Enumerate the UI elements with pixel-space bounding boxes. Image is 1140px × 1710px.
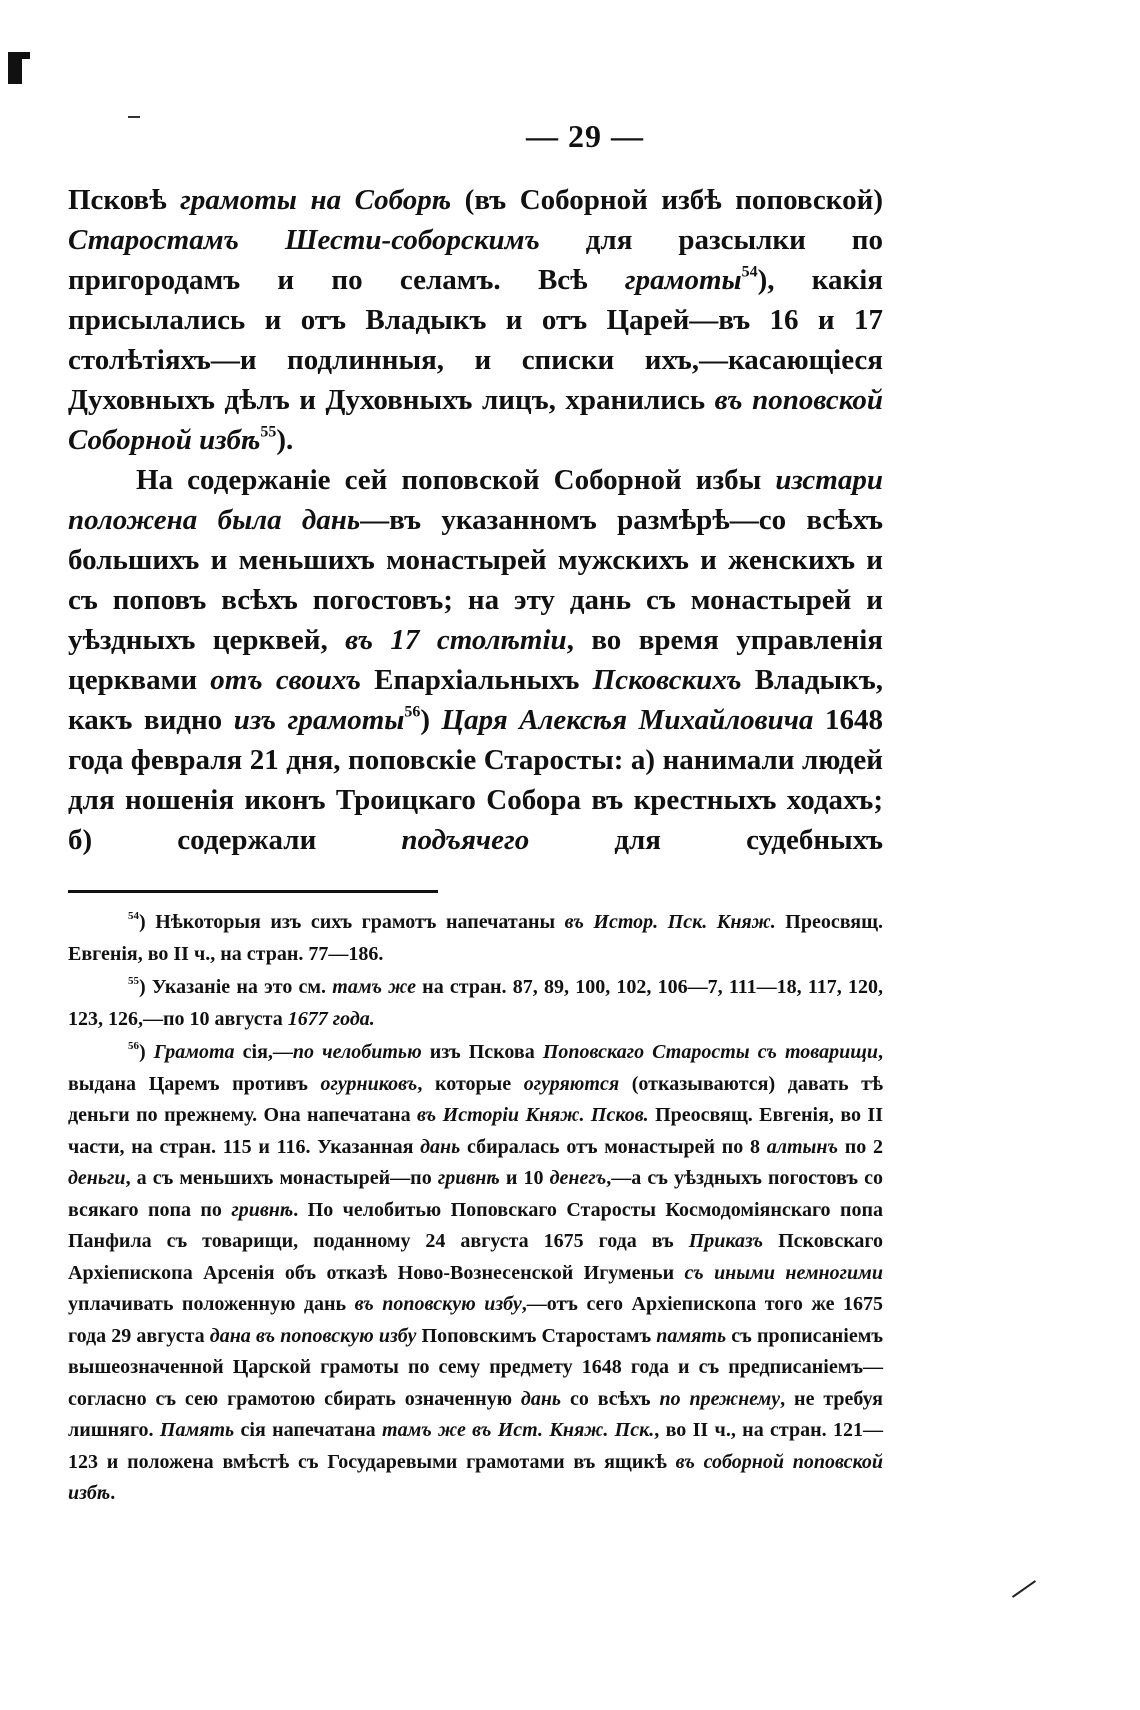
text-run: , не требуя лишняго. <box>68 1387 883 1441</box>
text-run: ). <box>276 424 294 456</box>
text-run: Псковскаго Архіепископа Арсенія объ отказѣ Ново-Вознесенской Игуменьи <box>68 1230 884 1284</box>
italic-text: Приказъ <box>688 1230 764 1252</box>
page-number: — 29 — <box>526 118 644 154</box>
italic-text: огуряются <box>523 1072 620 1095</box>
italic-text: изстари положена была дань <box>68 464 883 536</box>
text-run: для разсылки по пригородамъ и по селамъ. Всѣ <box>68 224 884 296</box>
paragraph <box>68 460 883 860</box>
text-run: . <box>110 1482 116 1504</box>
text-run: , во II ч., на стран. 121—123 и положена вмѣстѣ съ Государевыми грамотами въ ящикѣ <box>68 1419 884 1473</box>
italic-text: подъячего <box>401 824 530 856</box>
text-run: со всѣхъ <box>561 1387 660 1410</box>
italic-text: въ поповской Соборной избѣ <box>68 384 883 456</box>
italic-text: въ соборной поповской избѣ <box>68 1450 884 1504</box>
italic-text: дань <box>420 1135 461 1158</box>
italic-text: гривнѣ <box>231 1198 294 1221</box>
italic-text: память <box>656 1324 727 1347</box>
italic-text: Грамота <box>153 1041 235 1063</box>
italic-text: по челобитью <box>292 1041 422 1063</box>
italic-text: въ 17 столѣтіи <box>345 624 567 656</box>
italic-text: въ Истор. Пск. Княж. <box>564 911 776 933</box>
italic-text: Память <box>159 1419 235 1441</box>
text-run: (отказываются) давать тѣ деньги по прежнему. Она напечатана <box>68 1072 884 1126</box>
italic-text: изъ грамоты <box>233 704 405 736</box>
italic-text: Поповскаго Старосты съ товарищи <box>542 1041 878 1063</box>
paragraph <box>68 180 883 460</box>
italic-text: Старостамъ Шести-соборскимъ <box>68 224 540 256</box>
text-run: ) Нѣкоторыя изъ сихъ грамотъ напечатаны <box>139 911 565 933</box>
text-run: ) <box>420 704 442 736</box>
margin-tick-mark <box>1012 1580 1036 1598</box>
italic-text: по прежнему <box>659 1387 781 1410</box>
footnote-ref: 56 <box>404 703 421 721</box>
italic-text: деньги <box>68 1167 126 1189</box>
italic-text: огурниковъ <box>320 1072 418 1095</box>
italic-text: дань <box>520 1387 562 1410</box>
text-run: для судебныхъ <box>529 824 883 856</box>
footnotes <box>68 907 883 1510</box>
italic-text: денегъ <box>549 1167 607 1189</box>
text-run: Владыкъ, какъ видно <box>68 664 884 736</box>
footnote-ref: 54 <box>128 910 139 923</box>
text-run: ), какія присылались и отъ Владыкъ и отъ Царей—въ 16 и 17 столѣтіяхъ—и подлинныя, и списки ихъ,—касающіеся Духовныхъ дѣлъ и Духовныхъ лицъ, хранились <box>68 264 883 416</box>
footnote-ref: 56 <box>128 1040 139 1053</box>
text-run: Псковѣ <box>68 184 181 216</box>
italic-text: Царя Алексѣя Михайловича <box>441 704 814 736</box>
italic-text: Псковскихъ <box>592 664 742 696</box>
text-run: , во время управленія церквами <box>68 624 883 696</box>
text-run: по 2 <box>838 1135 883 1158</box>
italic-text: отъ своихъ <box>210 664 361 696</box>
text-run: Поповскимъ Старостамъ <box>416 1324 657 1347</box>
text-run: ) <box>139 1041 154 1063</box>
text-run: На содержаніе сей поповской Соборной избы <box>136 464 776 496</box>
text-run: изъ Пскова <box>421 1041 543 1063</box>
italic-text: гривнѣ <box>437 1167 500 1189</box>
italic-text: въ Исторіи Княж. Псков. <box>417 1104 649 1126</box>
italic-text: тамъ же въ Ист. Княж. Пск. <box>382 1419 655 1441</box>
italic-text: 1677 года. <box>287 1007 375 1030</box>
text-run: ,—отъ сего Архіепископа того же 1675 года 29 августа <box>68 1293 883 1347</box>
text-run: Преосвящ. Евгенія, во II части, на стран. 115 и 116. Указанная <box>68 1104 883 1158</box>
text-run: на стран. 87, 89, 100, 102, 106—7, 111—18, 117, 120, 123, 126,—по 10 августа <box>68 976 884 1030</box>
text-run: съ прописаніемъ вышеозначенной Царской грамоты по сему предмету 1648 года и съ предписаніемъ—согласно съ сею грамотою сбирать означенную <box>68 1324 883 1410</box>
footnote <box>68 972 883 1035</box>
text-run: Епархіальныхъ <box>360 664 593 696</box>
italic-text: тамъ же <box>332 976 416 998</box>
corner-scan-mark <box>8 52 22 84</box>
footnote-ref: 55 <box>260 423 277 441</box>
text-run: уплачивать положенную дань <box>68 1293 355 1315</box>
text-run: , выдана Царемъ противъ <box>68 1041 883 1095</box>
main-text <box>68 180 883 860</box>
italic-text: грамоты <box>624 264 742 296</box>
italic-text: дана въ поповскую избу <box>209 1324 417 1347</box>
italic-text: съ иными немногими <box>684 1261 883 1284</box>
italic-text: въ поповскую избу <box>354 1293 522 1315</box>
page-content <box>68 180 883 1510</box>
text-run: ,—а съ уѣздныхъ погостовъ со всякаго попа по <box>68 1167 883 1221</box>
text-run: сбиралась отъ монастырей по 8 <box>460 1135 767 1158</box>
italic-text: грамоты на Соборѣ <box>180 184 452 216</box>
text-run: ) Указаніе на это см. <box>139 976 333 998</box>
footnote <box>68 907 883 970</box>
text-run: , а съ меньшихъ монастырей—по <box>125 1167 438 1189</box>
text-run: Преосвящ. Евгенія, во II ч., на стран. 77—186. <box>68 911 883 965</box>
text-run: , которые <box>417 1072 524 1095</box>
text-run: . По челобитью Поповскаго Старосты Космодоміянскаго попа Панфила съ товарищи, поданному 24 августа 1675 года въ <box>68 1198 883 1252</box>
footnote-separator <box>68 890 438 893</box>
text-run: —въ указанномъ размѣрѣ—со всѣхъ большихъ и меньшихъ монастырей мужскихъ и женскихъ и съ поповъ всѣхъ погостовъ; на эту дань съ монастырей и уѣздныхъ церквей, <box>68 504 884 656</box>
text-run: 1648 года февраля 21 дня, поповскіе Старосты: а) нанимали людей для ношенія иконъ Троицкаго Собора въ крестныхъ ходахъ; б) содержали <box>68 704 883 856</box>
text-run: и 10 <box>499 1167 550 1189</box>
text-run: сія,— <box>234 1041 293 1063</box>
footnote-ref: 54 <box>741 263 758 281</box>
italic-text: алтынъ <box>766 1135 839 1158</box>
footnote-ref: 55 <box>128 975 139 988</box>
text-run: сія напечатана <box>234 1419 383 1441</box>
footnote <box>68 1037 883 1510</box>
text-run: (въ Соборной избѣ поповской) <box>451 184 883 216</box>
